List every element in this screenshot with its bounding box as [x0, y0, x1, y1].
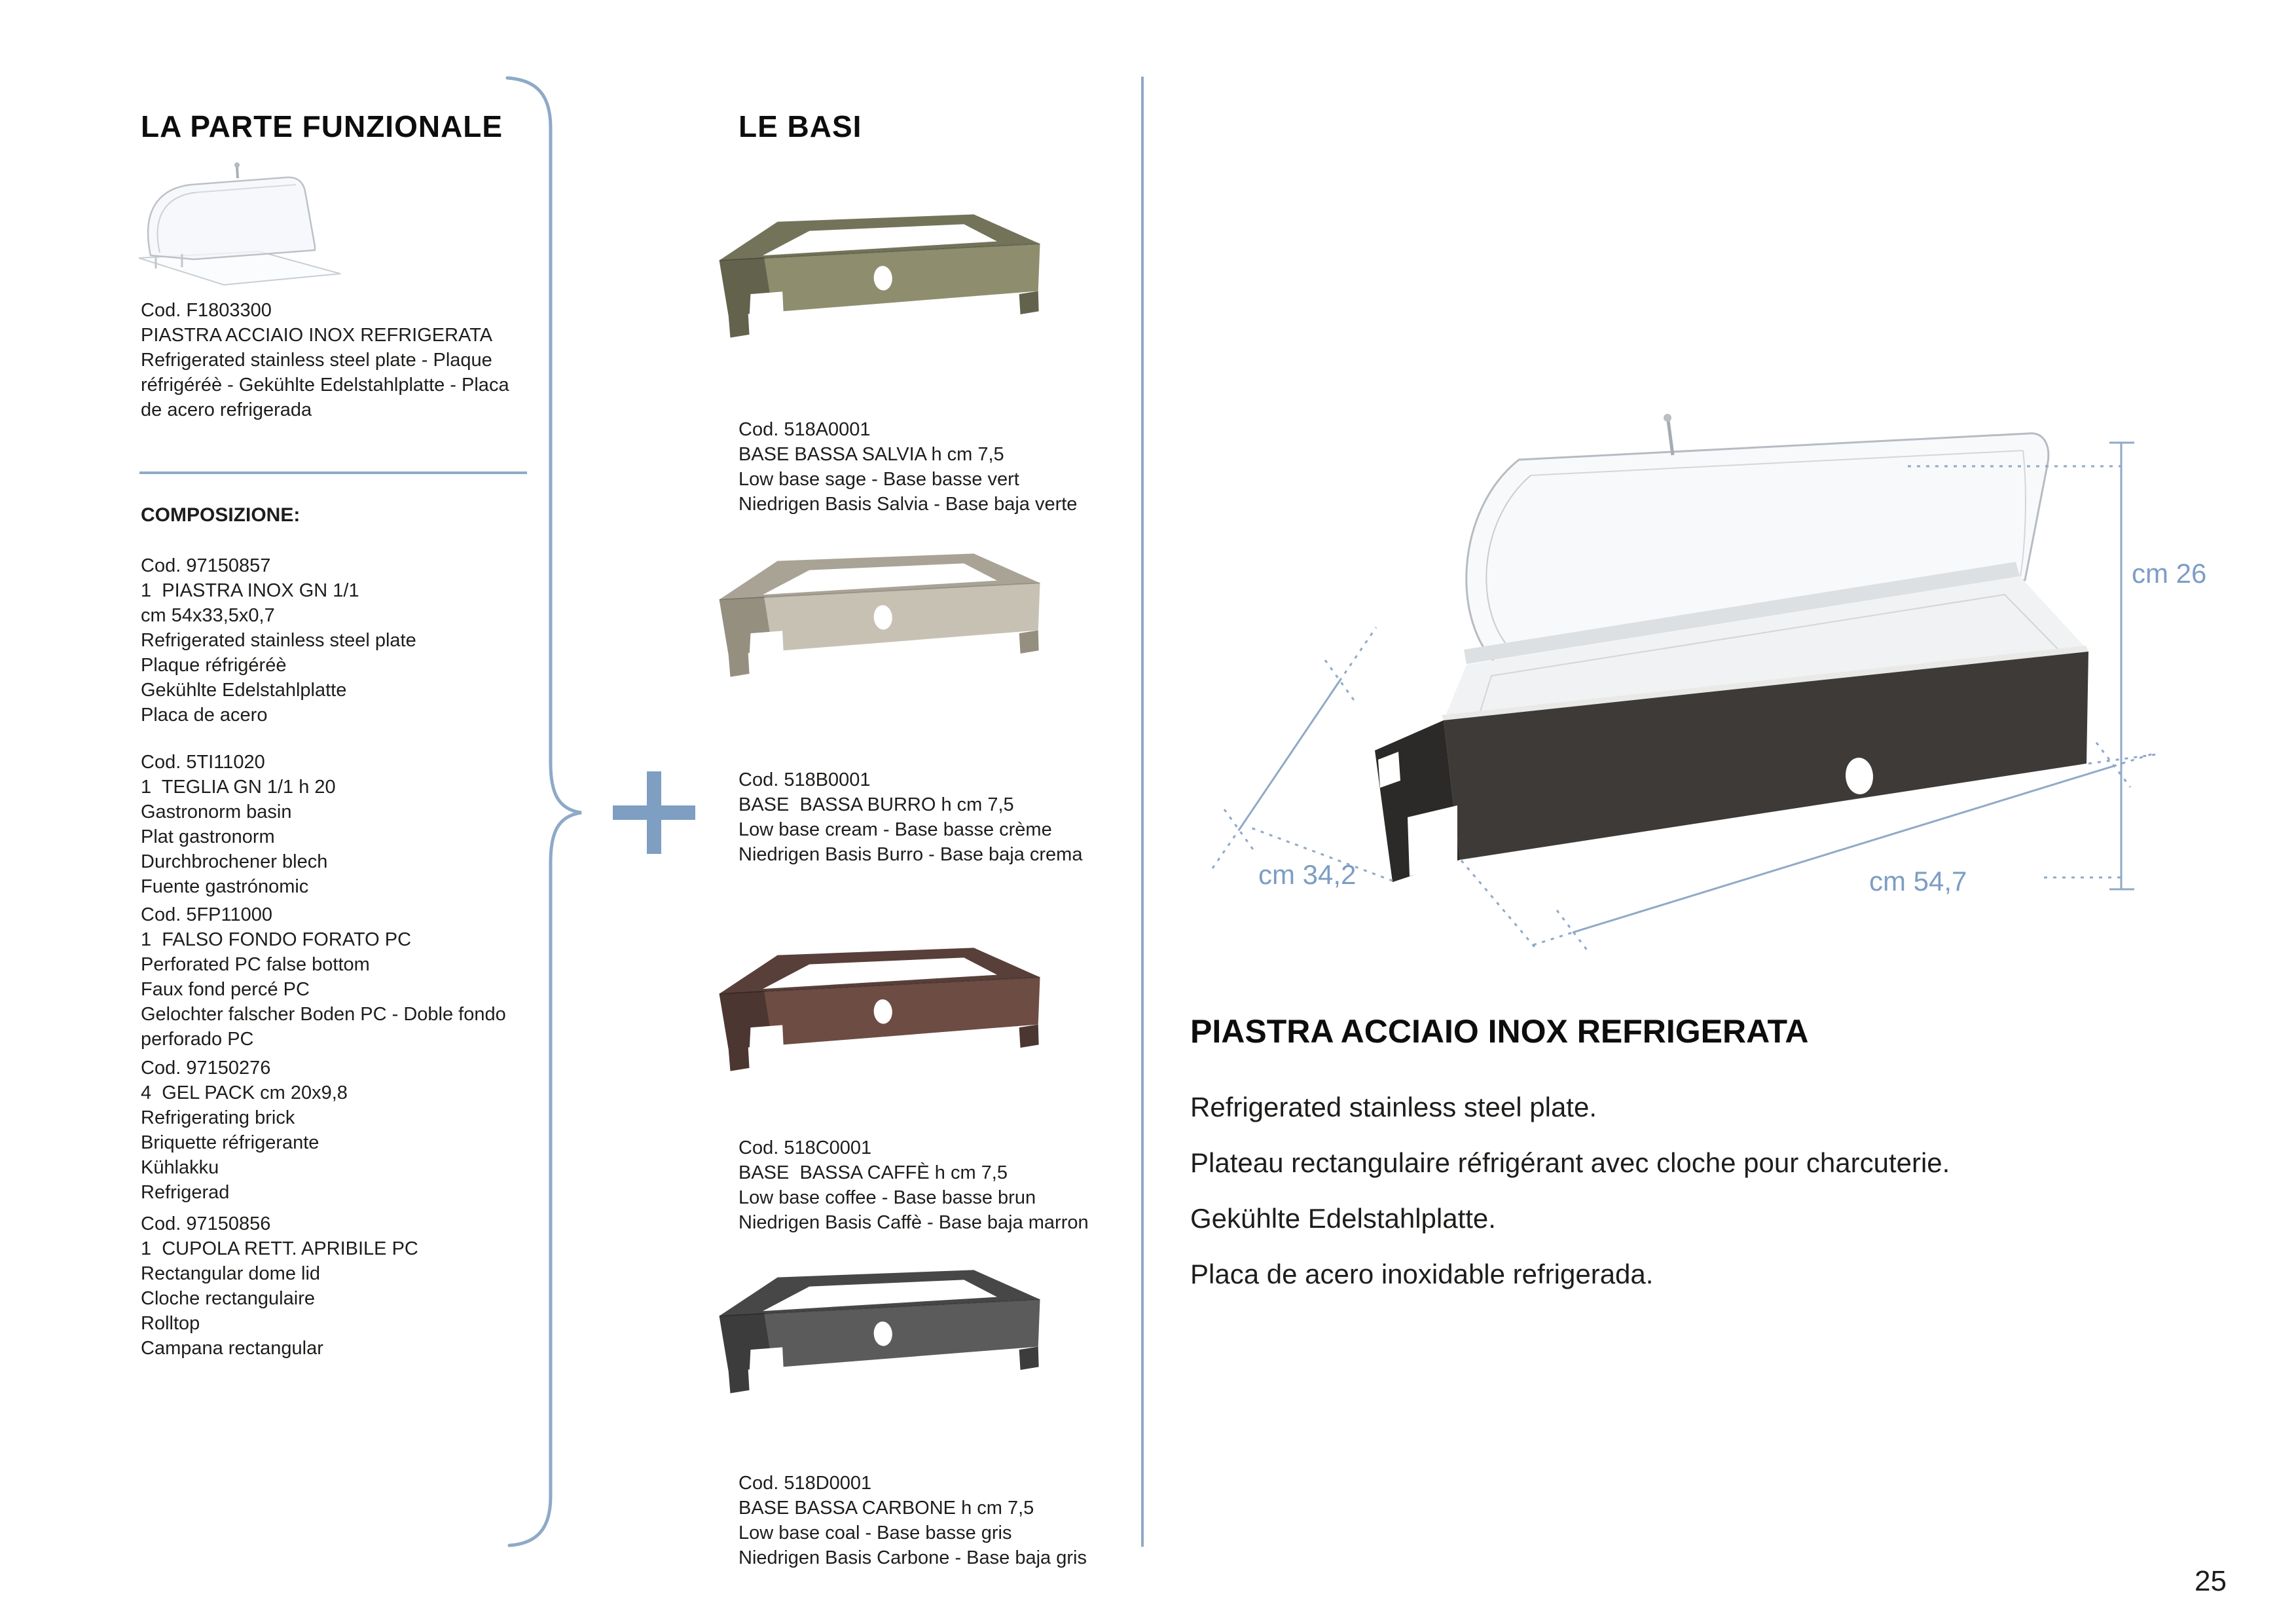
component-block-falso-fondo [141, 902, 506, 1052]
text-line: Cod. 97150857 [141, 555, 271, 576]
base-image-carbone [704, 1264, 1048, 1448]
text-line: Campana rectangular [141, 1338, 323, 1359]
text-line: 1 FALSO FONDO FORATO PC [141, 929, 412, 950]
text-line: PIASTRA ACCIAIO INOX REFRIGERATA [141, 325, 493, 346]
text-line: Refrigerated stainless steel plate [141, 630, 416, 651]
product-descriptions [1190, 1079, 1950, 1302]
text-line: 1 TEGLIA GN 1/1 h 20 [141, 777, 336, 798]
plus-icon [613, 771, 695, 854]
text-line: Plat gastronorm [141, 826, 275, 847]
text-line: Niedrigen Basis Salvia - Base baja verte [738, 494, 1078, 515]
base-image-salvia [704, 208, 1048, 392]
text-line: Gekühlte Edelstahlplatte [141, 680, 347, 701]
text-line: 1 PIASTRA INOX GN 1/1 [141, 580, 359, 601]
text-line: Niedrigen Basis Caffè - Base baja marron [738, 1212, 1089, 1233]
dimension-width-label: cm 54,7 [1869, 866, 1967, 896]
text-line: Refrigerating brick [141, 1107, 295, 1128]
text-line: Rolltop [141, 1313, 200, 1334]
composizione-heading: COMPOSIZIONE: [141, 504, 301, 526]
curly-brace [484, 65, 602, 1565]
text-line: 4 GEL PACK cm 20x9,8 [141, 1082, 348, 1103]
text-line: Plaque réfrigéréè [141, 655, 287, 676]
text-line: Fuente gastrónomic [141, 876, 309, 897]
text-line: Low base coal - Base basse gris [738, 1522, 1012, 1543]
text-line: Placa de acero inoxidable refrigerada. [1190, 1259, 1654, 1289]
text-line: Plateau rectangulaire réfrigérant avec cloche pour charcuterie. [1190, 1147, 1950, 1178]
main-product-image [1211, 393, 2259, 956]
text-line: Gelochter falscher Boden PC - Doble fondo [141, 1004, 506, 1025]
text-line: Cod. 518D0001 [738, 1473, 872, 1494]
text-line: perforado PC [141, 1029, 254, 1050]
text-line: Cod. 518B0001 [738, 769, 871, 790]
base-text-carbone [738, 1471, 1087, 1570]
dimension-depth-label: cm 34,2 [1258, 859, 1357, 890]
text-line: Durchbrochener blech [141, 851, 328, 872]
base-text-caffe [738, 1135, 1089, 1235]
text-line: Cod. 518A0001 [738, 419, 871, 440]
text-line: réfrigéréè - Gekühlte Edelstahlplatte - Placa [141, 375, 509, 396]
text-line: Cod. 5FP11000 [141, 904, 272, 925]
base-image-burro [704, 547, 1048, 731]
text-line: Refrigerated stainless steel plate - Plaque [141, 350, 492, 371]
text-line: cm 54x33,5x0,7 [141, 605, 275, 626]
text-line: Briquette réfrigerante [141, 1132, 319, 1153]
column-divider [1141, 77, 1144, 1547]
component-block-gel-pack [141, 1056, 348, 1205]
text-line: BASE BASSA CARBONE h cm 7,5 [738, 1498, 1034, 1519]
text-line: Low base coffee - Base basse brun [738, 1187, 1036, 1208]
text-line: Cod. 97150276 [141, 1058, 271, 1079]
text-line: Refrigerated stainless steel plate. [1190, 1092, 1597, 1122]
text-line: Gekühlte Edelstahlplatte. [1190, 1203, 1496, 1234]
text-line: Placa de acero [141, 705, 268, 726]
base-image-caffe [704, 942, 1048, 1126]
text-line: Rectangular dome lid [141, 1263, 321, 1284]
plus-vertical-bar [647, 771, 661, 854]
section-divider [139, 471, 527, 474]
rolltop-dome-image [131, 156, 347, 290]
base-text-burro [738, 767, 1082, 867]
text-line: Cloche rectangulaire [141, 1288, 315, 1309]
left-column-heading: LA PARTE FUNZIONALE [141, 109, 503, 143]
middle-column-heading: LE BASI [738, 109, 862, 143]
text-line: de acero refrigerada [141, 399, 312, 420]
text-line: Refrigerad [141, 1182, 230, 1203]
text-line: Cod. 97150856 [141, 1213, 271, 1234]
text-line: Cod. F1803300 [141, 300, 272, 321]
text-line: BASE BASSA BURRO h cm 7,5 [738, 794, 1014, 815]
component-block-piastra [141, 553, 416, 728]
base-text-salvia [738, 417, 1077, 517]
text-line: Kühlakku [141, 1157, 219, 1178]
text-line: Cod. 518C0001 [738, 1137, 872, 1158]
text-line: 1 CUPOLA RETT. APRIBILE PC [141, 1238, 418, 1259]
text-line: Perforated PC false bottom [141, 954, 370, 975]
text-line: BASE BASSA SALVIA h cm 7,5 [738, 444, 1004, 465]
text-line: BASE BASSA CAFFÈ h cm 7,5 [738, 1162, 1008, 1183]
dimension-height-label: cm 26 [2132, 558, 2207, 589]
text-line: Niedrigen Basis Carbone - Base baja gris [738, 1547, 1087, 1568]
component-block-cupola [141, 1211, 418, 1361]
text-line: Low base sage - Base basse vert [738, 469, 1019, 490]
text-line: Cod. 5TI11020 [141, 752, 265, 773]
text-line: Low base cream - Base basse crème [738, 819, 1052, 840]
text-line: Gastronorm basin [141, 802, 292, 822]
text-line: Niedrigen Basis Burro - Base baja crema [738, 844, 1083, 865]
component-block-teglia [141, 750, 336, 899]
product-title: PIASTRA ACCIAIO INOX REFRIGERATA [1190, 1013, 1809, 1050]
text-line: Faux fond percé PC [141, 979, 310, 1000]
page-number: 25 [2195, 1565, 2227, 1597]
left-product-code-block [141, 298, 509, 422]
